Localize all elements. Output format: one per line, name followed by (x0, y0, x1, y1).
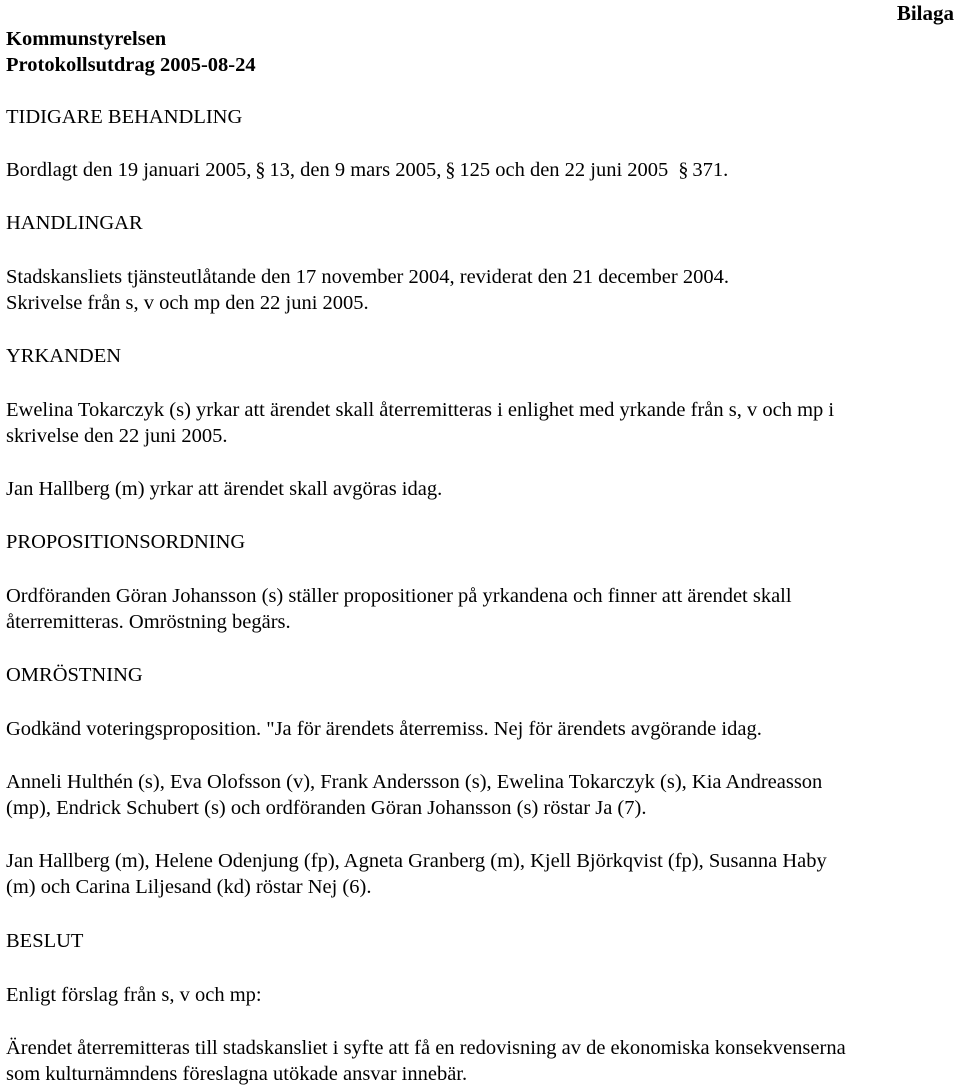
documents-line-1: Stadskansliets tjänsteutlåtande den 17 november 2004, reviderat den 21 december 2004. (6, 266, 729, 288)
documents-heading: HANDLINGAR (6, 212, 143, 234)
vote-yes-line-1: Anneli Hulthén (s), Eva Olofsson (v), Frank Andersson (s), Ewelina Tokarczyk (s), Kia Andreasson (6, 771, 823, 793)
previous-handling-text (6, 157, 728, 183)
decision-line-1: Ärendet återremitteras till stadskansliet i syfte att få en redovisning av de ekonomiska konsekvenserna (6, 1037, 846, 1059)
previous-handling-part-1: Bordlagt den 19 januari 2005, (6, 159, 252, 181)
motion-2: Jan Hallberg (m) yrkar att ärendet skall avgöras idag. (6, 478, 443, 500)
section-symbol-icon: § (255, 159, 266, 181)
minutes-extract-title: Protokollsutdrag 2005-08-24 (6, 54, 256, 76)
vote-heading: OMRÖSTNING (6, 664, 143, 686)
vote-no-line-2: (m) och Carina Liljesand (kd) röstar Nej (6). (6, 876, 372, 898)
vote-yes-line-2: (mp), Endrick Schubert (s) och ordföranden Göran Johansson (s) röstar Ja (7). (6, 797, 647, 819)
decision-intro: Enligt förslag från s, v och mp: (6, 984, 262, 1006)
motion-1-line-1: Ewelina Tokarczyk (s) yrkar att ärendet skall återremitteras i enlighet med yrkande från s, v och mp i (6, 399, 835, 421)
section-symbol-icon: § (445, 159, 456, 181)
vote-no-line-1: Jan Hallberg (m), Helene Odenjung (fp), Agneta Granberg (m), Kjell Björkqvist (fp), Susanna Haby (6, 850, 827, 872)
previous-handling-heading: TIDIGARE BEHANDLING (6, 106, 243, 128)
previous-handling-part-3: 125 och den 22 juni 2005 (459, 159, 669, 181)
attachment-label: Bilaga (896, 1, 954, 25)
vote-approved-proposition: Godkänd voteringsproposition. "Ja för ärendets återremiss. Nej för ärendets avgörande idag. (6, 718, 762, 740)
propositions-heading: PROPOSITIONSORDNING (6, 531, 246, 553)
motions-heading: YRKANDEN (6, 345, 122, 367)
organization-name: Kommunstyrelsen (6, 28, 167, 50)
propositions-line-1: Ordföranden Göran Johansson (s) ställer propositioner på yrkandena och finner att ärendet skall (6, 585, 792, 607)
previous-handling-part-4: 371. (692, 159, 729, 181)
decision-line-2: som kulturnämndens föreslagna utökade ansvar innebär. (6, 1063, 468, 1085)
documents-line-2: Skrivelse från s, v och mp den 22 juni 2005. (6, 292, 369, 314)
decision-heading: BESLUT (6, 930, 84, 952)
motion-1-line-2: skrivelse den 22 juni 2005. (6, 425, 228, 447)
previous-handling-part-2: 13, den 9 mars 2005, (269, 159, 442, 181)
section-symbol-icon: § (678, 159, 689, 181)
propositions-line-2: återremitteras. Omröstning begärs. (6, 611, 291, 633)
